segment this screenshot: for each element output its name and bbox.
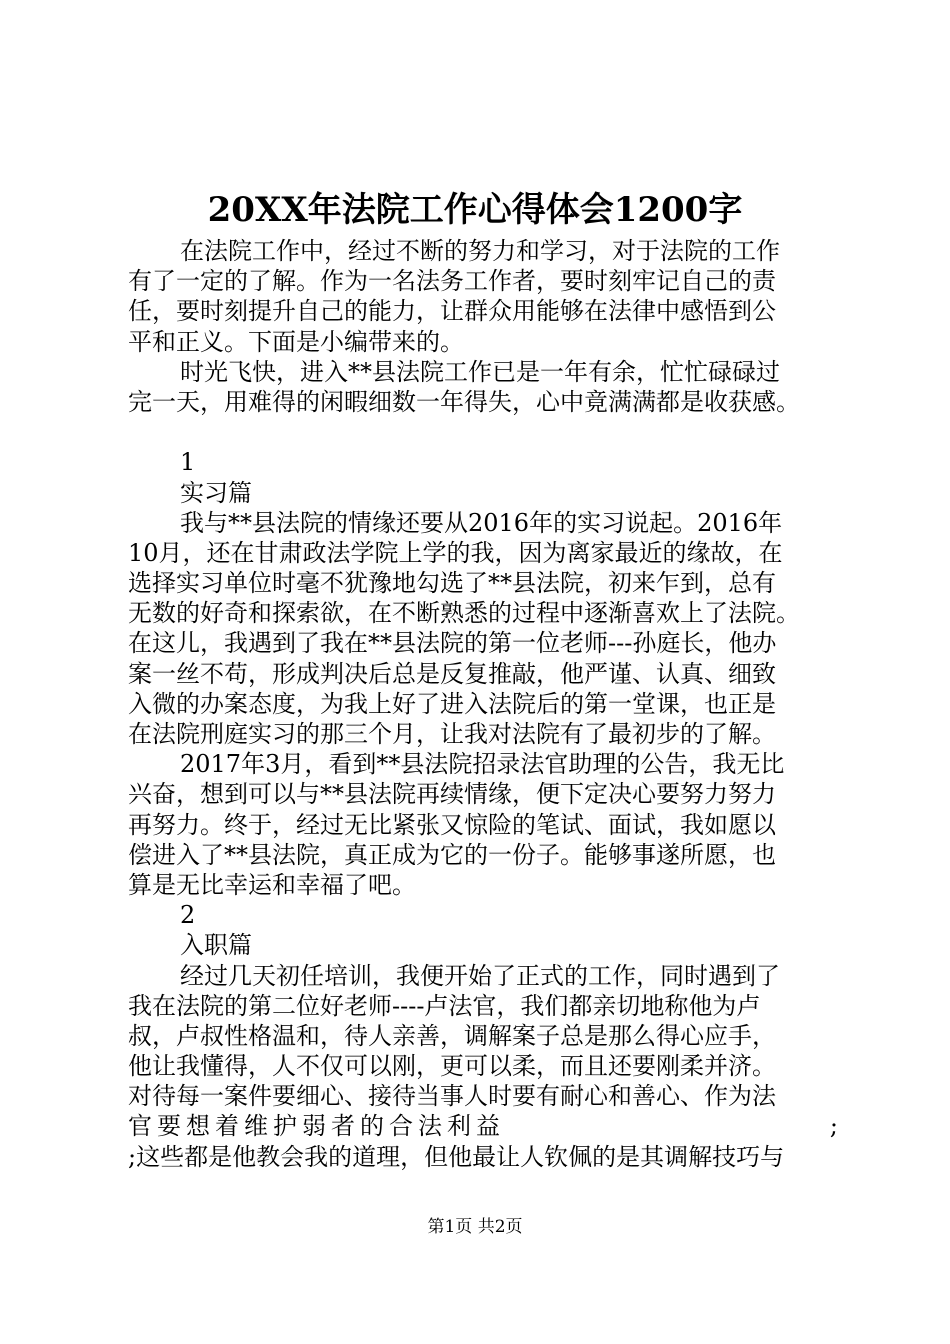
paragraph-line: 案一丝不苟，形成判决后总是反复推敲，他严谨、认真、细致 bbox=[128, 659, 776, 688]
paragraph-line: 任，要时刻提升自己的能力，让群众用能够在法律中感悟到公 bbox=[128, 297, 776, 326]
paragraph-line: 选择实习单位时毫不犹豫地勾选了**县法院，初来乍到，总有 bbox=[128, 569, 776, 598]
section-heading: 入职篇 bbox=[180, 931, 252, 960]
paragraph-line: 2017年3月，看到**县法院招录法官助理的公告，我无比 bbox=[180, 750, 785, 779]
paragraph-line: 叔，卢叔性格温和，待人亲善，调解案子总是那么得心应手， bbox=[128, 1021, 776, 1050]
justified-text: 官要想着维护弱者的合法利益 bbox=[128, 1112, 505, 1141]
page-footer: 第1页 共2页 bbox=[427, 1217, 523, 1237]
paragraph-line: 经过几天初任培训，我便开始了正式的工作，同时遇到了 bbox=[180, 961, 780, 990]
paragraph-line: 他让我懂得，人不仅可以刚，更可以柔，而且还要刚柔并济。 bbox=[128, 1052, 776, 1081]
section-heading: 实习篇 bbox=[180, 478, 252, 507]
paragraph-line: 在这儿，我遇到了我在**县法院的第一位老师---孙庭长，他办 bbox=[128, 629, 777, 658]
paragraph-line: 10月，还在甘肃政法学院上学的我，因为离家最近的缘故，在 bbox=[128, 538, 783, 567]
paragraph-line: 有了一定的了解。作为一名法务工作者，要时刻牢记自己的责 bbox=[128, 267, 776, 296]
paragraph-line: 平和正义。下面是小编带来的。 bbox=[128, 327, 464, 356]
paragraph-line: 无数的好奇和探索欲，在不断熟悉的过程中逐渐喜欢上了法院。 bbox=[128, 599, 800, 628]
paragraph-line: 入微的办案态度，为我上好了进入法院后的第一堂课，也正是 bbox=[128, 689, 776, 718]
section-number: 2 bbox=[180, 901, 196, 930]
section-number: 1 bbox=[180, 448, 196, 477]
paragraph-line: ;这些都是他教会我的道理，但他最让人钦佩的是其调解技巧与 bbox=[128, 1142, 785, 1171]
paragraph-line: 完一天，用难得的闲暇细数一年得失，心中竟满满都是收获感。 bbox=[128, 387, 800, 416]
paragraph-line: 我与**县法院的情缘还要从2016年的实习说起。2016年 bbox=[180, 508, 783, 537]
blank-line bbox=[128, 417, 838, 447]
paragraph-line-justified bbox=[128, 1111, 838, 1141]
paragraph-line: 偿进入了**县法院，真正成为它的一份子。能够事遂所愿，也 bbox=[128, 840, 776, 869]
paragraph-line: 对待每一案件要细心、接待当事人时要有耐心和善心、作为法 bbox=[128, 1082, 776, 1111]
paragraph-line: 再努力。终于，经过无比紧张又惊险的笔试、面试，我如愿以 bbox=[128, 810, 776, 839]
paragraph-line: 时光飞快，进入**县法院工作已是一年有余，忙忙碌碌过 bbox=[180, 357, 780, 386]
document-body bbox=[128, 236, 838, 1172]
document-title: 20XX年法院工作心得体会1200字 bbox=[207, 190, 743, 230]
paragraph-line: 兴奋，想到可以与**县法院再续情缘，便下定决心要努力努力 bbox=[128, 780, 776, 809]
justified-punct: ; bbox=[829, 1112, 838, 1141]
paragraph-line: 在法院刑庭实习的那三个月，让我对法院有了最初步的了解。 bbox=[128, 720, 776, 748]
paragraph-line: 我在法院的第二位好老师----卢法官，我们都亲切地称他为卢 bbox=[128, 991, 761, 1020]
paragraph-line: 算是无比幸运和幸福了吧。 bbox=[128, 870, 416, 899]
paragraph-line: 在法院工作中，经过不断的努力和学习，对于法院的工作 bbox=[180, 237, 780, 265]
